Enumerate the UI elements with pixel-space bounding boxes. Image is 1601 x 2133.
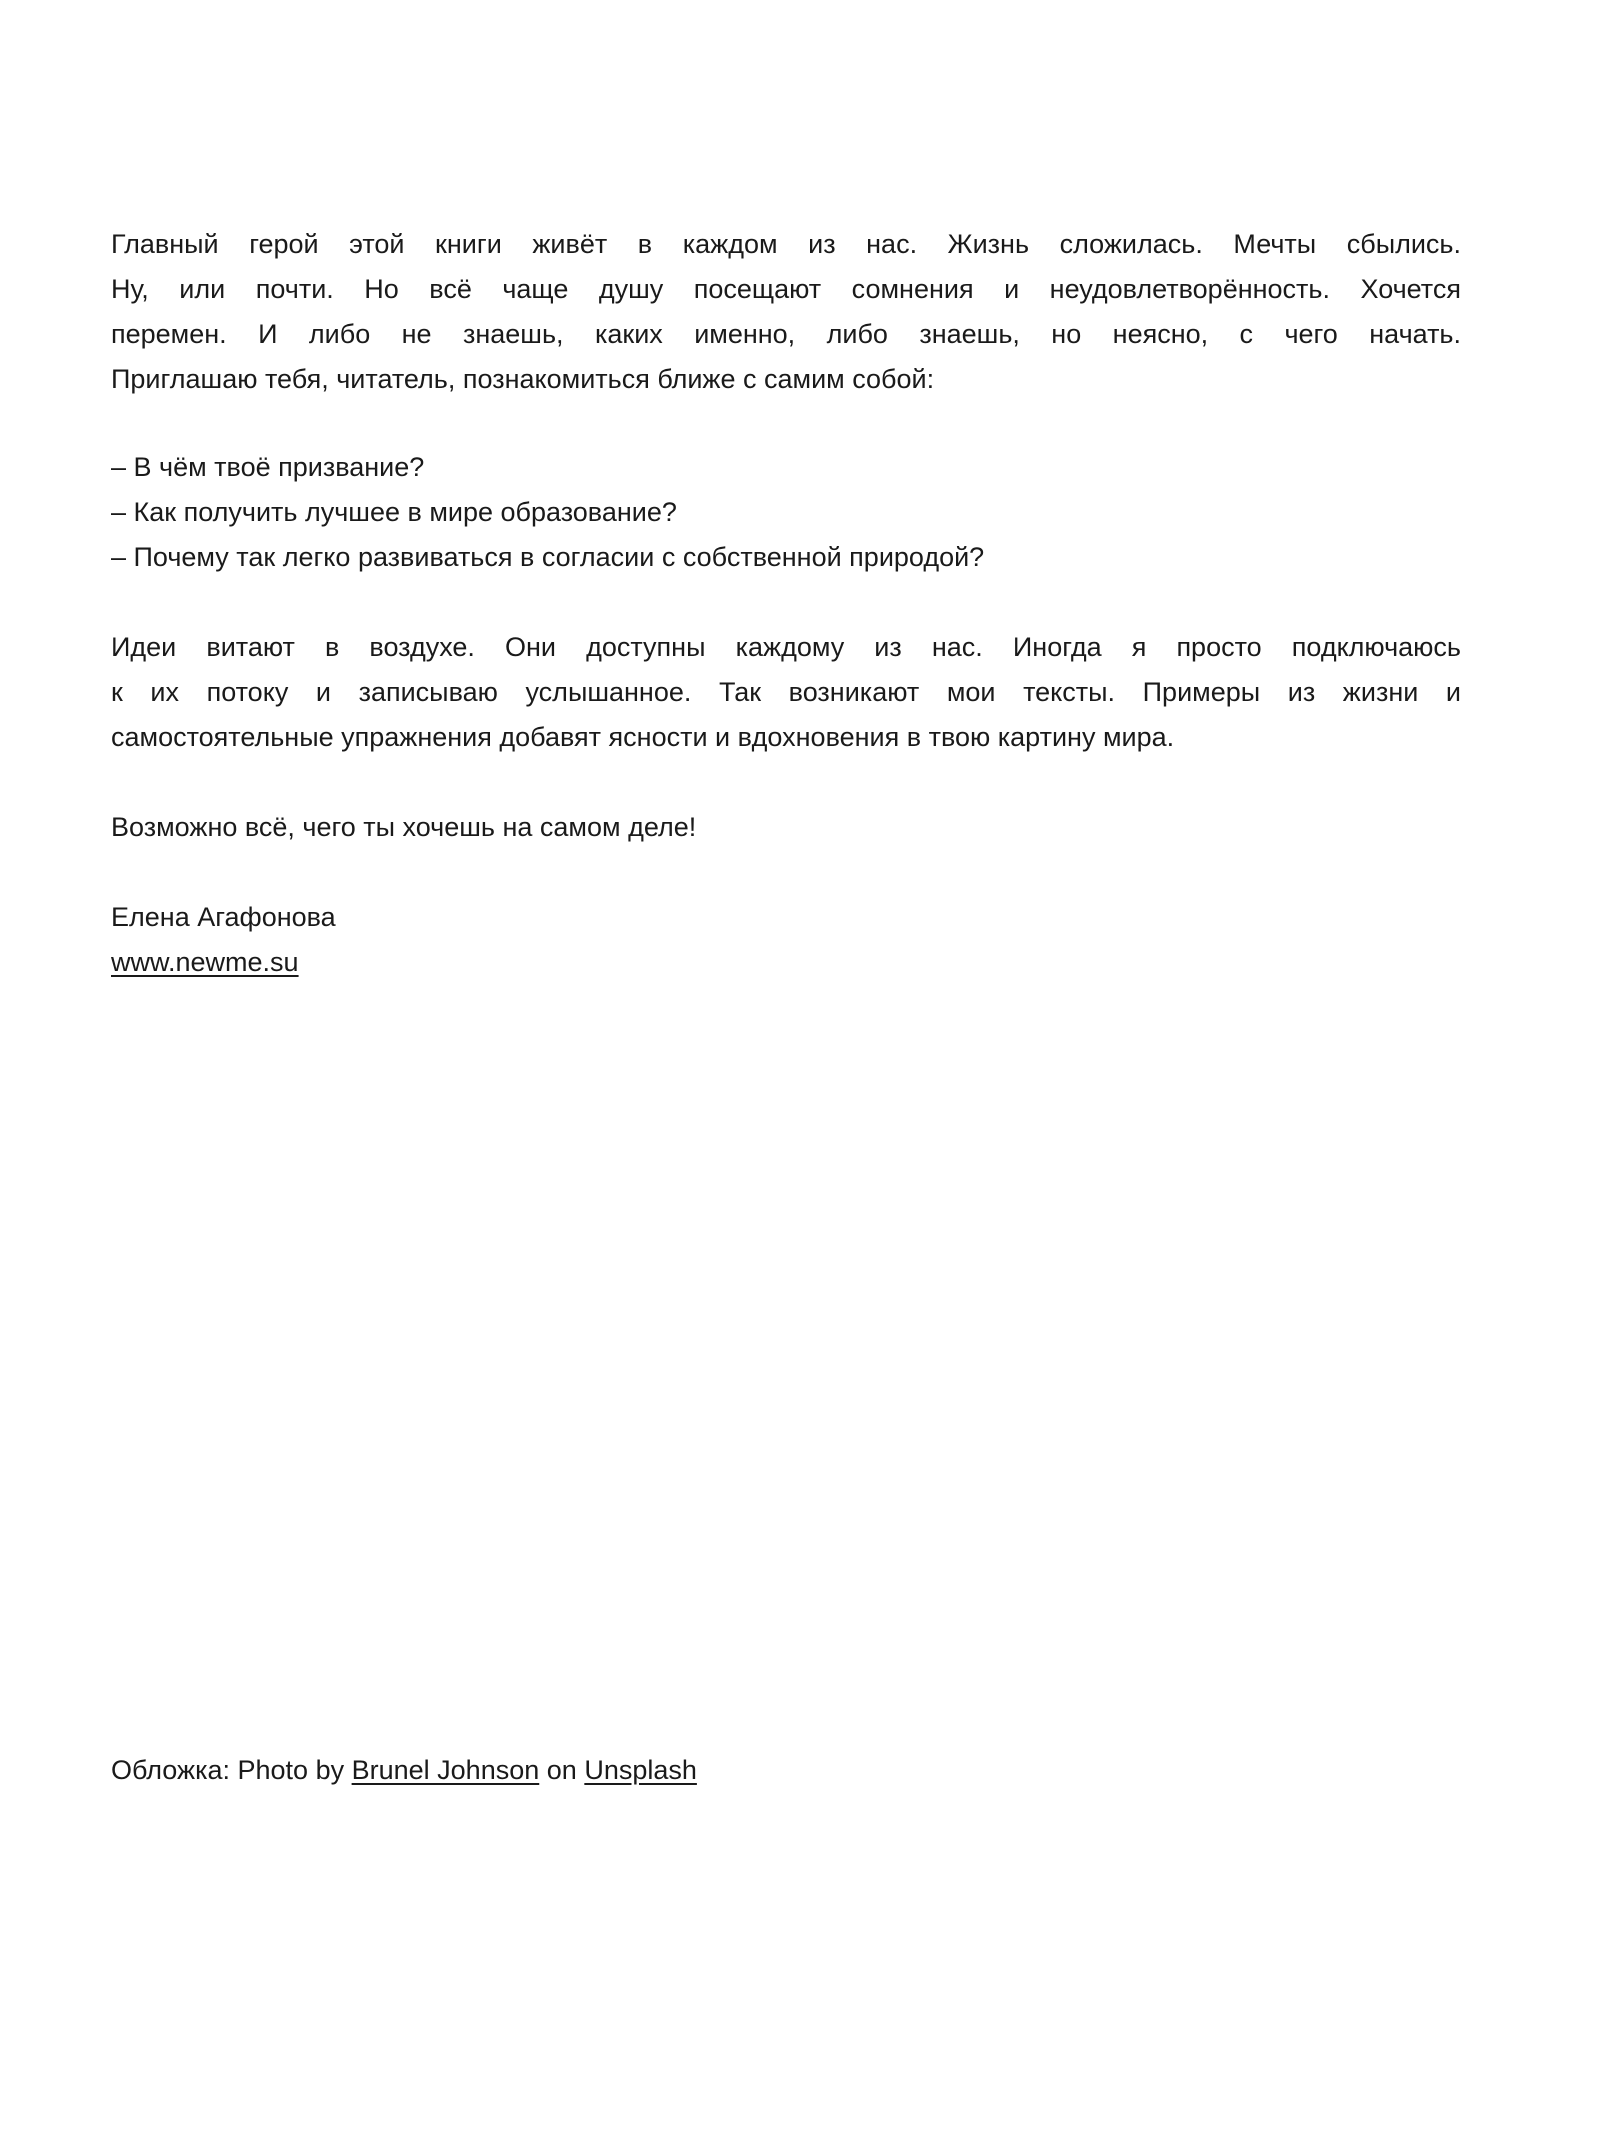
photographer-link[interactable]: Brunel Johnson: [351, 1755, 540, 1785]
author-website-link[interactable]: www.newme.su: [111, 947, 299, 977]
intro-line: Главный герой этой книги живёт в каждом из нас. Жизнь сложилась. Мечты сбылись.: [111, 229, 1461, 259]
author-name: Елена Агафонова: [111, 902, 336, 932]
credit-prefix: Обложка: Photo by: [111, 1755, 345, 1785]
question-item: – Как получить лучшее в мире образование?: [111, 497, 677, 527]
intro-line: перемен. И либо не знаешь, каких именно, либо знаешь, но неясно, с чего начать.: [111, 319, 1461, 349]
author-signature: [111, 895, 1461, 985]
ideas-paragraph: [111, 625, 1461, 760]
closing-line: [111, 805, 1461, 850]
questions-list: [111, 445, 1461, 580]
closing-text: Возможно всё, чего ты хочешь на самом деле!: [111, 812, 697, 842]
intro-line: Приглашаю тебя, читатель, познакомиться ближе с самим собой:: [111, 364, 935, 394]
intro-line: Ну, или почти. Но всё чаще душу посещают сомнения и неудовлетворённость. Хочется: [111, 274, 1461, 304]
cover-credit: [111, 1748, 1461, 1793]
ideas-line: к их потоку и записываю услышанное. Так возникают мои тексты. Примеры из жизни и: [111, 677, 1461, 707]
credit-middle: on: [546, 1755, 577, 1785]
question-item: – Почему так легко развиваться в согласии с собственной природой?: [111, 542, 985, 572]
ideas-line: самостоятельные упражнения добавят ясности и вдохновения в твою картину мира.: [111, 722, 1175, 752]
ideas-line: Идеи витают в воздухе. Они доступны каждому из нас. Иногда я просто подключаюсь: [111, 632, 1461, 662]
unsplash-link[interactable]: Unsplash: [584, 1755, 697, 1785]
intro-paragraph: [111, 222, 1461, 402]
question-item: – В чём твоё призвание?: [111, 452, 425, 482]
